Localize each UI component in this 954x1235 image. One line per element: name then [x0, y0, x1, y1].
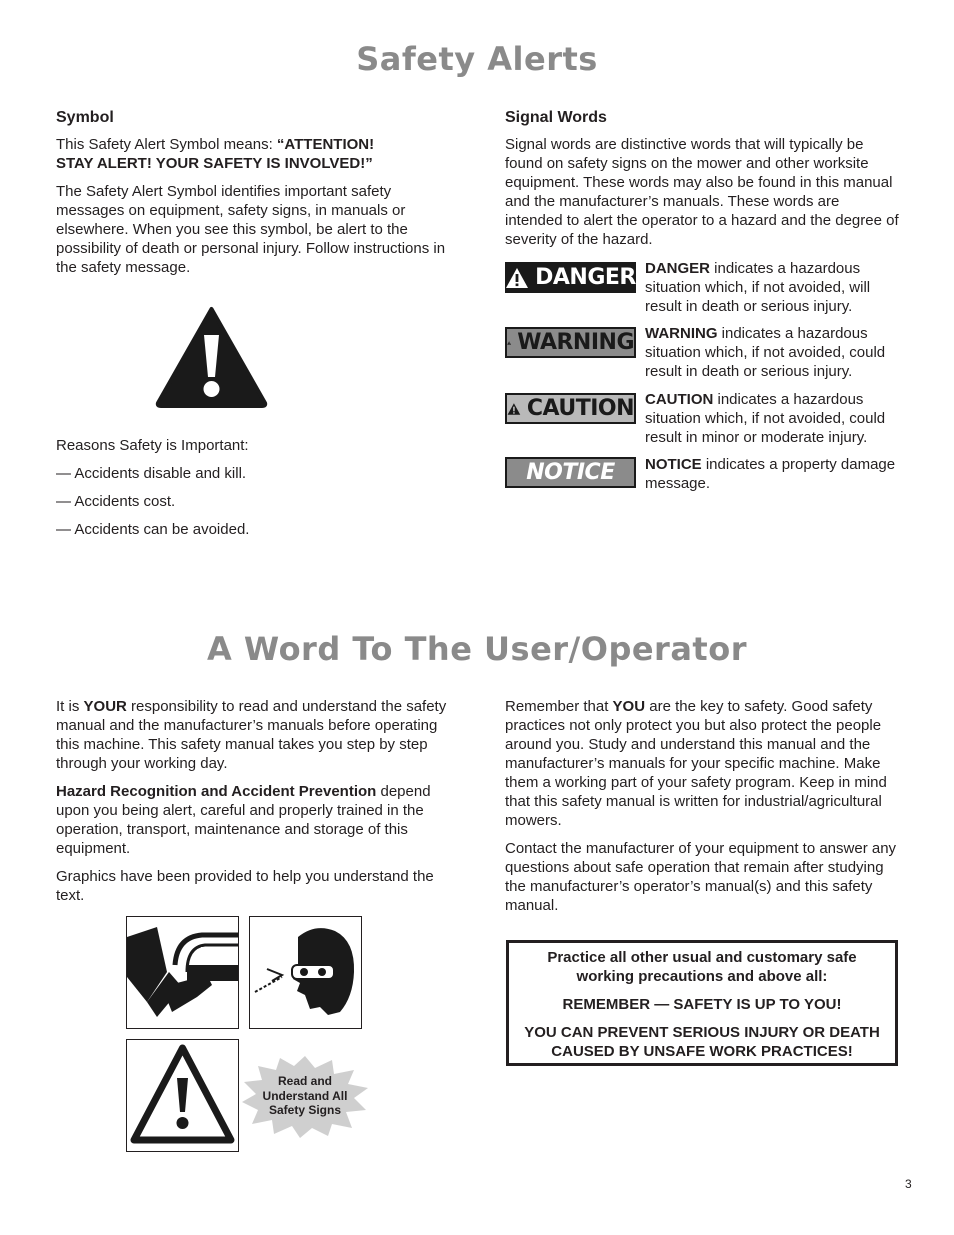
reason-item: — Accidents cost. — [56, 493, 176, 510]
user-left-p1-b: responsibility to read and understand the safety manual and the manufacturer’s manuals before operating this machine. This safety manual takes you step by step through your working day. — [56, 698, 447, 772]
symbol-paragraph: The Safety Alert Symbol identifies important safety messages on equipment, safety signs, in manuals or elsewhere. When you see this symbol, be alert to the possibility of death or personal injury. Follow instructions in the safety message. — [56, 183, 446, 276]
word-to-user-title: A Word To The User/Operator — [207, 630, 747, 668]
user-left-column — [56, 697, 450, 914]
symbol-section — [56, 108, 446, 286]
warning-triangle-graphic — [126, 1039, 239, 1152]
hand-entanglement-graphic — [126, 916, 239, 1029]
alert-triangle-icon — [505, 267, 529, 289]
danger-badge — [505, 262, 636, 293]
reason-item: — Accidents disable and kill. — [56, 465, 247, 482]
danger-word: DANGER — [645, 260, 711, 277]
user-right-p1 — [505, 697, 900, 830]
caution-description — [645, 390, 905, 447]
read-safety-signs-starburst — [240, 1054, 370, 1138]
caution-text: indicates a hazardous situation which, if not avoided, could result in minor or moderate injury. — [645, 391, 886, 446]
callout-line-3: YOU CAN PREVENT SERIOUS INJURY OR DEATH CAUSED BY UNSAFE WORK PRACTICES! — [524, 1024, 880, 1060]
hand-entanglement-icon — [127, 917, 238, 1028]
starburst-line-2: Understand All — [262, 1088, 348, 1103]
user-left-p2-b: depend upon you being alert, careful and properly trained in the operation, transport, maintenance and storage of this equipment. — [56, 783, 431, 857]
callout-line-2: REMEMBER — SAFETY IS UP TO YOU! — [562, 996, 842, 1013]
warning-description — [645, 324, 905, 381]
safety-alerts-title: Safety Alerts — [356, 40, 598, 78]
signal-words-paragraph: Signal words are distinctive words that will typically be found on safety signs on the mower and other worksite equipment. These words may also be found in this manual and the manufacturer’s manuals. These words are intended to alert the operator to a hazard and the degree of severity of the hazard. — [505, 136, 899, 248]
user-right-p1-bold: YOU — [612, 698, 646, 715]
warning-triangle-icon — [127, 1040, 238, 1151]
symbol-intro — [56, 135, 446, 173]
notice-badge-label: NOTICE — [526, 460, 615, 485]
user-left-p2-bold: Hazard Recognition and Accident Prevention — [56, 783, 377, 800]
user-right-column — [505, 697, 900, 924]
danger-description — [645, 259, 905, 316]
callout-line-1: Practice all other usual and customary safe working precautions and above all: — [547, 949, 857, 985]
user-right-p1-a: Remember that — [505, 698, 613, 715]
notice-badge — [505, 457, 636, 488]
warning-word: WARNING — [645, 325, 718, 342]
caution-word: CAUTION — [645, 391, 714, 408]
safety-callout-box — [506, 940, 898, 1066]
starburst-line-3: Safety Signs — [268, 1103, 342, 1117]
user-left-p2 — [56, 782, 450, 858]
alert-triangle-icon — [507, 398, 521, 420]
eye-protection-graphic — [249, 916, 362, 1029]
danger-text: indicates a hazardous situation which, if not avoided, will result in death or serious injury. — [645, 260, 871, 315]
warning-badge-label: WARNING — [517, 330, 634, 355]
starburst-line-1: Read and — [277, 1074, 332, 1088]
warning-text: indicates a hazardous situation which, if not avoided, could result in death or serious injury. — [645, 325, 886, 380]
caution-badge — [505, 393, 636, 424]
user-left-p1-bold: YOUR — [83, 698, 127, 715]
page-number: 3 — [905, 1177, 912, 1191]
symbol-intro-bold-2: STAY ALERT! YOUR SAFETY IS INVOLVED!” — [56, 155, 373, 172]
user-right-p1-b: are the key to safety. Good safety practices not only protect you but also protect the people around you. Study and understand this manual and the manufacturer’s manuals for your specific machine. Make them a working part of your safety program. Keep in mind that this safety manual is written for industrial/agricultural mowers. — [505, 698, 887, 829]
user-left-p1-a: It is — [56, 698, 84, 715]
safety-alert-triangle-icon — [154, 305, 269, 409]
starburst-text — [240, 1074, 370, 1118]
alert-triangle-icon — [507, 332, 511, 354]
symbol-intro-text: This Safety Alert Symbol means: — [56, 136, 277, 153]
notice-word: NOTICE — [645, 456, 702, 473]
caution-badge-label: CAUTION — [526, 396, 634, 421]
reasons-section — [56, 436, 446, 548]
danger-badge-label: DANGER — [535, 265, 636, 290]
symbol-intro-bold-1: “ATTENTION! — [276, 136, 375, 153]
signal-words-heading: Signal Words — [505, 109, 607, 126]
user-left-p1 — [56, 697, 450, 773]
notice-description — [645, 455, 905, 493]
eye-protection-icon — [250, 917, 361, 1028]
user-right-p2: Contact the manufacturer of your equipment to answer any questions about safe operation that remain after studying the manufacturer’s operator’s manual(s) and this safety manual. — [505, 840, 897, 914]
symbol-heading: Symbol — [56, 109, 114, 126]
warning-badge — [505, 327, 636, 358]
reason-item: — Accidents can be avoided. — [56, 521, 250, 538]
signal-words-section — [505, 108, 900, 258]
notice-text: indicates a property damage message. — [645, 456, 896, 492]
user-left-p3: Graphics have been provided to help you understand the text. — [56, 868, 434, 904]
reasons-heading: Reasons Safety is Important: — [56, 437, 249, 454]
